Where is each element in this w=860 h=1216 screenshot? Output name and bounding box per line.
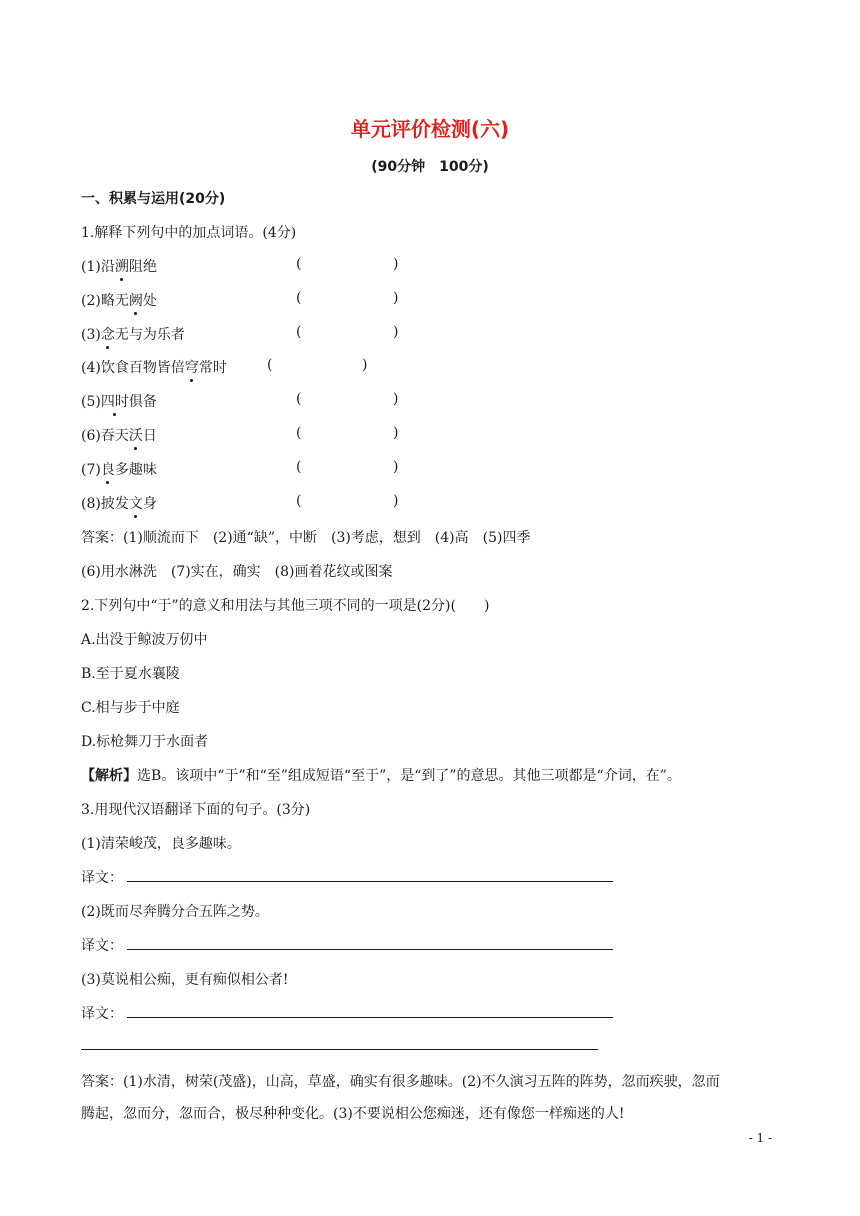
answer-blank-close: ) [393, 425, 399, 441]
item-text-after: 阻绝 [128, 259, 157, 275]
item-text-after: 处 [142, 293, 157, 309]
dotted-word: 沃 [129, 425, 143, 445]
dotted-word: 文 [129, 493, 143, 513]
question-3-sentence-2: (2)既而尽奔腾分合五阵之势。 [81, 904, 269, 920]
item-number: (5) [81, 394, 101, 410]
question-1-item [81, 493, 501, 513]
answer-blank-close: ) [393, 290, 399, 306]
question-1-answer-line-1: 答案：(1)顺流而下 (2)通“缺”，中断 (3)考虑，想到 (4)高 (5)四季 [81, 530, 531, 546]
answer-line [127, 1017, 613, 1018]
question-1-item [81, 391, 501, 411]
answer-blank-open: ( [296, 290, 302, 306]
dotted-word: 穹 [185, 357, 199, 377]
question-1-item [81, 324, 501, 344]
question-1-answer-line-2: (6)用水淋洗 (7)实在，确实 (8)画着花纹或图案 [81, 564, 393, 580]
answer-blank-close: ) [393, 256, 399, 272]
item-number: (2) [81, 293, 101, 309]
item-text-after: 无与为乐者 [114, 327, 185, 343]
answer-blank-close: ) [393, 459, 399, 475]
section-heading: 一、积累与运用(20分) [81, 191, 226, 207]
item-text-before: 略无 [100, 293, 129, 309]
question-1-item [81, 357, 501, 377]
question-2-option-a: A.出没于鲸波万仞中 [81, 632, 208, 648]
answer-line [127, 881, 613, 882]
question-1-prompt: 1.解释下列句中的加点词语。(4分) [81, 225, 297, 241]
question-2-option-d: D.标枪舞刀于水面者 [81, 734, 209, 750]
answer-blank-open: ( [296, 256, 302, 272]
item-text-after: 俱备 [128, 394, 157, 410]
item-number: (6) [81, 428, 101, 444]
item-text-after: 多趣味 [114, 462, 157, 478]
answer-blank-close: ) [393, 493, 399, 509]
answer-blank-close: ) [393, 391, 399, 407]
question-3-answer-line-2: 腾起，忽而分，忽而合，极尽种种变化。(3)不要说相公您痴迷，还有像您一样痴迷的人! [81, 1106, 625, 1122]
answer-line [127, 949, 613, 950]
answer-blank-close: ) [393, 324, 399, 340]
page-number: - 1 - [748, 1131, 772, 1145]
answer-blank-close: ) [362, 357, 368, 373]
question-2-analysis [81, 765, 681, 785]
question-3-sentence-1: (1)清荣峻茂，良多趣味。 [81, 836, 241, 852]
item-number: (8) [81, 496, 101, 512]
question-3-answer-line-1: 答案：(1)水清，树荣(茂盛)，山高，草盛，确实有很多趣味。(2)不久演习五阵的阵势，忽而疾驶，忽而 [81, 1074, 720, 1090]
answer-blank-open: ( [296, 493, 302, 509]
item-text-before: 披发 [100, 496, 129, 512]
item-text-after: 常时 [198, 360, 227, 376]
dotted-word: 念 [101, 324, 115, 344]
answer-blank-open: ( [296, 391, 302, 407]
translation-label: 译文： [81, 938, 123, 954]
translation-label: 译文： [81, 1006, 123, 1022]
dotted-word: 阙 [129, 290, 143, 310]
question-3-prompt: 3.用现代汉语翻译下面的句子。(3分) [81, 802, 311, 818]
item-text-after: 身 [142, 496, 157, 512]
page-subtitle: (90分钟 100分) [371, 159, 489, 175]
dotted-word: 良 [101, 459, 115, 479]
item-text-after: 日 [142, 428, 157, 444]
question-2-option-c: C.相与步于中庭 [81, 700, 180, 716]
page-title: 单元评价检测(六) [350, 117, 510, 141]
question-1-item [81, 425, 501, 445]
answer-blank-open: ( [296, 425, 302, 441]
question-3-sentence-3: (3)莫说相公痴，更有痴似相公者! [81, 972, 289, 988]
item-number: (3) [81, 327, 101, 343]
analysis-text: 选B。该项中“于”和“至”组成短语“至于”，是“到了”的意思。其他三项都是“介词，在”。 [137, 768, 681, 784]
item-number: (7) [81, 462, 101, 478]
answer-line [81, 1049, 598, 1050]
translation-label: 译文： [81, 870, 123, 886]
question-2-option-b: B.至于夏水襄陵 [81, 666, 180, 682]
answer-blank-open: ( [267, 357, 273, 373]
item-text-before: 饮食百物皆倍 [100, 360, 185, 376]
dotted-word: 四时 [101, 391, 129, 411]
item-text-before: 沿 [100, 259, 115, 275]
question-1-item [81, 459, 501, 479]
dotted-word: 溯 [115, 256, 129, 276]
answer-blank-open: ( [296, 459, 302, 475]
item-number: (4) [81, 360, 101, 376]
question-2-prompt: 2.下列句中“于”的意义和用法与其他三项不同的一项是(2分)( ) [81, 598, 490, 614]
item-number: (1) [81, 259, 101, 275]
item-text-before: 吞天 [100, 428, 129, 444]
question-1-item [81, 290, 501, 310]
answer-blank-open: ( [296, 324, 302, 340]
analysis-label: 【解析】 [81, 768, 137, 784]
question-1-item [81, 256, 501, 276]
